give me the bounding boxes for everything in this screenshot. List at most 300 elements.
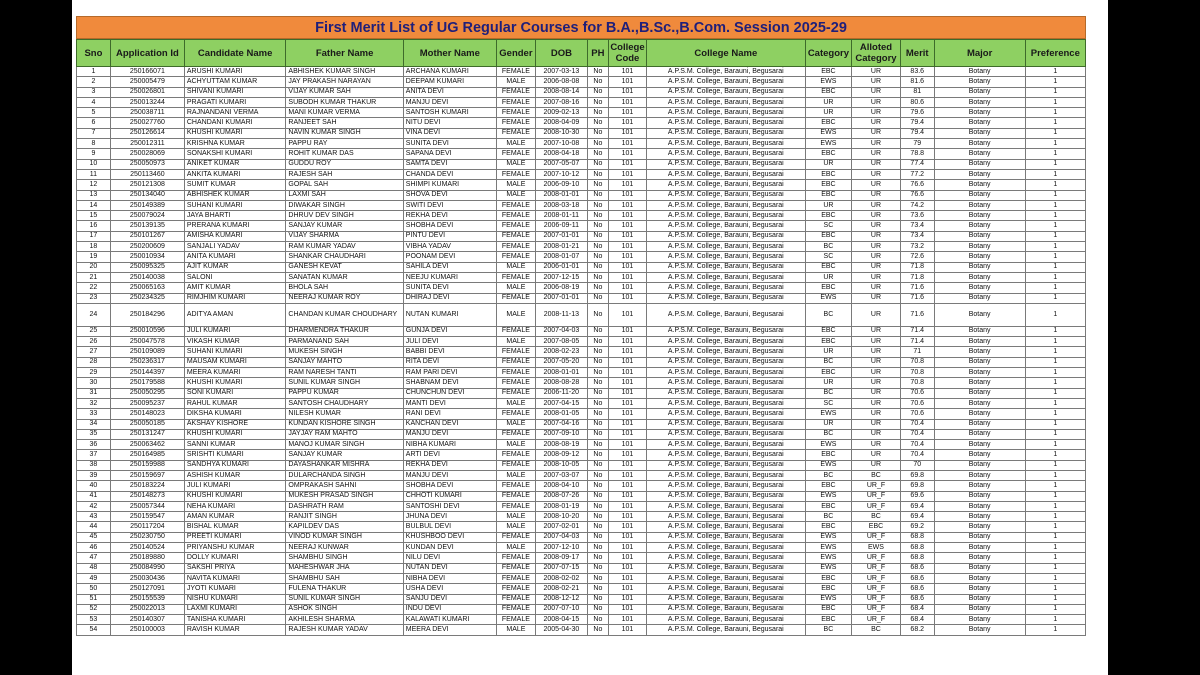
table-cell: 32 xyxy=(77,398,111,408)
table-cell: A.P.S.M. College, Barauni, Begusarai xyxy=(647,584,806,594)
table-cell: SHOVA DEVI xyxy=(403,190,496,200)
header-college-code: College Code xyxy=(608,40,646,67)
table-cell: 1 xyxy=(1025,398,1085,408)
table-cell: FEMALE xyxy=(496,501,535,511)
table-cell: 1 xyxy=(1025,553,1085,563)
table-cell: EBC xyxy=(805,584,852,594)
table-cell: UR_F xyxy=(852,573,901,583)
table-cell: A.P.S.M. College, Barauni, Begusarai xyxy=(647,491,806,501)
table-cell: 250144397 xyxy=(110,368,184,378)
table-cell: 250100003 xyxy=(110,625,184,635)
header-mother-name: Mother Name xyxy=(403,40,496,67)
table-row xyxy=(77,272,1086,282)
table-cell: A.P.S.M. College, Barauni, Begusarai xyxy=(647,67,806,77)
table-cell: 71.8 xyxy=(900,272,934,282)
table-cell: 2008-04-18 xyxy=(535,149,587,159)
table-cell: A.P.S.M. College, Barauni, Begusarai xyxy=(647,368,806,378)
table-cell: NITU DEVI xyxy=(403,118,496,128)
table-cell: UR xyxy=(805,200,852,210)
table-cell: EBC xyxy=(805,604,852,614)
table-cell: UR xyxy=(805,347,852,357)
table-cell: Botany xyxy=(934,169,1025,179)
table-cell: EWS xyxy=(852,543,901,553)
table-cell: UR xyxy=(852,108,901,118)
table-cell: BULBUL DEVI xyxy=(403,522,496,532)
table-cell: BHOLA SAH xyxy=(286,283,403,293)
table-cell: Botany xyxy=(934,573,1025,583)
table-cell: EBC xyxy=(805,180,852,190)
table-cell: No xyxy=(587,440,608,450)
table-cell: BC xyxy=(852,470,901,480)
table-cell: 101 xyxy=(608,573,646,583)
table-cell: Botany xyxy=(934,481,1025,491)
table-cell: Botany xyxy=(934,553,1025,563)
table-cell: No xyxy=(587,584,608,594)
table-cell: NIBHA DEVI xyxy=(403,573,496,583)
table-cell: No xyxy=(587,429,608,439)
table-cell: Botany xyxy=(934,303,1025,326)
table-cell: 73.4 xyxy=(900,221,934,231)
table-cell: 1 xyxy=(1025,573,1085,583)
table-cell: JHUNA DEVI xyxy=(403,512,496,522)
table-cell: A.P.S.M. College, Barauni, Begusarai xyxy=(647,303,806,326)
table-row xyxy=(77,118,1086,128)
table-cell: No xyxy=(587,532,608,542)
table-cell: RIMJHIM KUMARI xyxy=(184,293,286,303)
table-cell: 101 xyxy=(608,481,646,491)
table-cell: UR xyxy=(852,368,901,378)
table-cell: UR xyxy=(852,272,901,282)
table-cell: ANITA KUMARI xyxy=(184,252,286,262)
table-cell: No xyxy=(587,169,608,179)
table-cell: 1 xyxy=(1025,77,1085,87)
table-cell: FEMALE xyxy=(496,615,535,625)
table-cell: 250184296 xyxy=(110,303,184,326)
table-cell: EWS xyxy=(805,440,852,450)
table-cell: 1 xyxy=(1025,594,1085,604)
table-cell: 250063462 xyxy=(110,440,184,450)
table-cell: Botany xyxy=(934,522,1025,532)
table-cell: 101 xyxy=(608,169,646,179)
table-cell: 73.2 xyxy=(900,242,934,252)
table-cell: 250038711 xyxy=(110,108,184,118)
table-row xyxy=(77,532,1086,542)
table-cell: SONI KUMARI xyxy=(184,388,286,398)
table-cell: BC xyxy=(805,512,852,522)
table-cell: 45 xyxy=(77,532,111,542)
table-cell: Botany xyxy=(934,272,1025,282)
table-cell: PRERANA KUMARI xyxy=(184,221,286,231)
table-cell: GUNJA DEVI xyxy=(403,326,496,336)
table-cell: MALE xyxy=(496,337,535,347)
table-cell: 1 xyxy=(1025,293,1085,303)
table-row xyxy=(77,584,1086,594)
table-cell: EBC xyxy=(805,87,852,97)
table-cell: Botany xyxy=(934,594,1025,604)
table-cell: 2007-05-20 xyxy=(535,357,587,367)
table-cell: KALAWATI KUMARI xyxy=(403,615,496,625)
table-cell: 12 xyxy=(77,180,111,190)
table-cell: 2007-05-07 xyxy=(535,159,587,169)
table-cell: USHA DEVI xyxy=(403,584,496,594)
table-cell: 250164985 xyxy=(110,450,184,460)
table-cell: 1 xyxy=(1025,97,1085,107)
table-cell: A.P.S.M. College, Barauni, Begusarai xyxy=(647,87,806,97)
table-cell: 71.6 xyxy=(900,303,934,326)
table-cell: 250159547 xyxy=(110,512,184,522)
table-cell: SHIVANI KUMARI xyxy=(184,87,286,97)
table-cell: EBC xyxy=(805,615,852,625)
table-row xyxy=(77,615,1086,625)
table-cell: UR_F xyxy=(852,604,901,614)
table-cell: 48 xyxy=(77,563,111,573)
table-cell: EWS xyxy=(805,293,852,303)
table-cell: 101 xyxy=(608,337,646,347)
table-cell: 69.4 xyxy=(900,501,934,511)
table-cell: 250148273 xyxy=(110,491,184,501)
table-cell: Botany xyxy=(934,450,1025,460)
table-cell: FEMALE xyxy=(496,231,535,241)
table-cell: UR_F xyxy=(852,615,901,625)
table-cell: Botany xyxy=(934,615,1025,625)
table-cell: 54 xyxy=(77,625,111,635)
table-cell: 250200609 xyxy=(110,242,184,252)
table-cell: EBC xyxy=(805,337,852,347)
table-cell: Botany xyxy=(934,604,1025,614)
table-cell: No xyxy=(587,200,608,210)
table-cell: 250013244 xyxy=(110,97,184,107)
table-cell: FEMALE xyxy=(496,293,535,303)
table-cell: No xyxy=(587,378,608,388)
table-cell: NUTAN DEVI xyxy=(403,563,496,573)
table-row xyxy=(77,491,1086,501)
table-cell: 250084990 xyxy=(110,563,184,573)
table-cell: 1 xyxy=(1025,440,1085,450)
table-cell: ABHISHEK KUMAR SINGH xyxy=(286,67,403,77)
table-cell: VINOD KUMAR SINGH xyxy=(286,532,403,542)
table-cell: UR xyxy=(852,252,901,262)
table-cell: EBC xyxy=(805,67,852,77)
table-cell: GOPAL SAH xyxy=(286,180,403,190)
table-cell: 101 xyxy=(608,211,646,221)
table-cell: EBC xyxy=(805,211,852,221)
table-cell: MALE xyxy=(496,139,535,149)
table-cell: 101 xyxy=(608,200,646,210)
table-row xyxy=(77,470,1086,480)
table-cell: No xyxy=(587,87,608,97)
table-cell: 101 xyxy=(608,450,646,460)
table-cell: 101 xyxy=(608,347,646,357)
table-cell: SANJU DEVI xyxy=(403,594,496,604)
table-cell: EWS xyxy=(805,77,852,87)
table-cell: Botany xyxy=(934,337,1025,347)
table-cell: FEMALE xyxy=(496,149,535,159)
table-cell: A.P.S.M. College, Barauni, Begusarai xyxy=(647,139,806,149)
table-row xyxy=(77,563,1086,573)
merit-table xyxy=(76,39,1086,636)
table-cell: 2008-08-14 xyxy=(535,87,587,97)
table-cell: 101 xyxy=(608,231,646,241)
table-cell: NUTAN KUMARI xyxy=(403,303,496,326)
table-cell: 40 xyxy=(77,481,111,491)
table-row xyxy=(77,594,1086,604)
table-cell: Botany xyxy=(934,108,1025,118)
table-cell: A.P.S.M. College, Barauni, Begusarai xyxy=(647,429,806,439)
table-cell: 73.6 xyxy=(900,211,934,221)
table-cell: 1 xyxy=(1025,231,1085,241)
table-cell: A.P.S.M. College, Barauni, Begusarai xyxy=(647,283,806,293)
table-cell: 50 xyxy=(77,584,111,594)
table-cell: FEMALE xyxy=(496,169,535,179)
table-cell: 2007-10-08 xyxy=(535,139,587,149)
table-cell: No xyxy=(587,221,608,231)
table-cell: No xyxy=(587,231,608,241)
table-cell: UR xyxy=(852,128,901,138)
table-cell: 49 xyxy=(77,573,111,583)
table-cell: UR xyxy=(852,190,901,200)
table-cell: 18 xyxy=(77,242,111,252)
table-cell: SRISHTI KUMARI xyxy=(184,450,286,460)
table-cell: 101 xyxy=(608,221,646,231)
table-cell: 70.4 xyxy=(900,440,934,450)
table-cell: EBC xyxy=(805,190,852,200)
table-cell: SWITI DEVI xyxy=(403,200,496,210)
header-category: Category xyxy=(805,40,852,67)
table-cell: 250028069 xyxy=(110,149,184,159)
table-cell: 2008-11-13 xyxy=(535,303,587,326)
table-cell: SUNIL KUMAR SINGH xyxy=(286,594,403,604)
table-cell: SANJAY MAHTO xyxy=(286,357,403,367)
table-cell: UR_F xyxy=(852,584,901,594)
table-row xyxy=(77,409,1086,419)
table-cell: 71.8 xyxy=(900,262,934,272)
table-cell: BC xyxy=(852,625,901,635)
table-cell: A.P.S.M. College, Barauni, Begusarai xyxy=(647,563,806,573)
table-cell: 101 xyxy=(608,419,646,429)
table-cell: TANISHA KUMARI xyxy=(184,615,286,625)
table-row xyxy=(77,378,1086,388)
table-cell: 2008-10-05 xyxy=(535,460,587,470)
table-cell: DULARCHANDA SINGH xyxy=(286,470,403,480)
table-cell: 2007-07-15 xyxy=(535,563,587,573)
table-cell: 2009-02-13 xyxy=(535,108,587,118)
table-cell: FEMALE xyxy=(496,97,535,107)
table-cell: FEMALE xyxy=(496,368,535,378)
table-cell: MALE xyxy=(496,419,535,429)
table-cell: 2008-01-01 xyxy=(535,368,587,378)
table-cell: 69.8 xyxy=(900,481,934,491)
table-cell: 24 xyxy=(77,303,111,326)
table-cell: SANJAY KUMAR xyxy=(286,221,403,231)
table-cell: SALONI xyxy=(184,272,286,282)
table-cell: 1 xyxy=(77,67,111,77)
table-header-row xyxy=(77,40,1086,67)
table-cell: A.P.S.M. College, Barauni, Begusarai xyxy=(647,378,806,388)
table-cell: ADITYA AMAN xyxy=(184,303,286,326)
table-cell: EBC xyxy=(805,283,852,293)
table-cell: 81 xyxy=(900,87,934,97)
table-row xyxy=(77,262,1086,272)
table-cell: 68.8 xyxy=(900,543,934,553)
table-cell: No xyxy=(587,357,608,367)
table-cell: DASHRATH RAM xyxy=(286,501,403,511)
table-cell: 250236317 xyxy=(110,357,184,367)
table-cell: BC xyxy=(805,470,852,480)
table-cell: VIJAY SHARMA xyxy=(286,231,403,241)
table-cell: 250057344 xyxy=(110,501,184,511)
table-cell: 68.6 xyxy=(900,563,934,573)
table-cell: REKHA DEVI xyxy=(403,211,496,221)
table-cell: ANKITA KUMARI xyxy=(184,169,286,179)
table-cell: A.P.S.M. College, Barauni, Begusarai xyxy=(647,470,806,480)
table-cell: UR xyxy=(852,67,901,77)
table-cell: 1 xyxy=(1025,87,1085,97)
table-cell: MANTI DEVI xyxy=(403,398,496,408)
table-cell: UR_F xyxy=(852,532,901,542)
table-cell: No xyxy=(587,594,608,604)
table-cell: EWS xyxy=(805,543,852,553)
table-cell: No xyxy=(587,543,608,553)
table-cell: FEMALE xyxy=(496,357,535,367)
table-cell: SANTOSH KUMARI xyxy=(403,108,496,118)
table-cell: No xyxy=(587,573,608,583)
table-cell: 1 xyxy=(1025,563,1085,573)
table-cell: 101 xyxy=(608,77,646,87)
table-cell: 101 xyxy=(608,584,646,594)
table-cell: 70.4 xyxy=(900,419,934,429)
table-cell: AMIT KUMAR xyxy=(184,283,286,293)
table-cell: KRISHNA KUMAR xyxy=(184,139,286,149)
table-cell: UR xyxy=(805,159,852,169)
table-cell: 71 xyxy=(900,347,934,357)
table-cell: UR_F xyxy=(852,553,901,563)
table-row xyxy=(77,357,1086,367)
table-cell: 2006-11-20 xyxy=(535,388,587,398)
table-cell: A.P.S.M. College, Barauni, Begusarai xyxy=(647,625,806,635)
table-cell: RAJNANDANI VERMA xyxy=(184,108,286,118)
table-cell: 1 xyxy=(1025,347,1085,357)
table-cell: 2008-09-17 xyxy=(535,553,587,563)
table-cell: 101 xyxy=(608,128,646,138)
table-cell: 1 xyxy=(1025,200,1085,210)
table-cell: 39 xyxy=(77,470,111,480)
table-row xyxy=(77,460,1086,470)
table-cell: SANDHYA KUMARI xyxy=(184,460,286,470)
table-cell: 2008-01-21 xyxy=(535,242,587,252)
table-cell: 2007-08-05 xyxy=(535,337,587,347)
header-merit: Merit xyxy=(900,40,934,67)
table-cell: A.P.S.M. College, Barauni, Begusarai xyxy=(647,221,806,231)
table-cell: KUNDAN KISHORE SINGH xyxy=(286,419,403,429)
table-cell: 101 xyxy=(608,615,646,625)
table-cell: ACHYUTTAM KUMAR xyxy=(184,77,286,87)
table-cell: 250140524 xyxy=(110,543,184,553)
table-cell: MALE xyxy=(496,625,535,635)
table-cell: A.P.S.M. College, Barauni, Begusarai xyxy=(647,409,806,419)
table-cell: 42 xyxy=(77,501,111,511)
table-cell: SHABNAM DEVI xyxy=(403,378,496,388)
table-cell: 101 xyxy=(608,522,646,532)
table-cell: MANOJ KUMAR SINGH xyxy=(286,440,403,450)
table-cell: No xyxy=(587,272,608,282)
table-cell: A.P.S.M. College, Barauni, Begusarai xyxy=(647,169,806,179)
table-cell: 1 xyxy=(1025,272,1085,282)
table-cell: 20 xyxy=(77,262,111,272)
table-cell: VIBHA YADAV xyxy=(403,242,496,252)
table-cell: 70.8 xyxy=(900,357,934,367)
table-cell: 250234325 xyxy=(110,293,184,303)
table-cell: 1 xyxy=(1025,357,1085,367)
table-cell: No xyxy=(587,326,608,336)
table-cell: UR_F xyxy=(852,594,901,604)
table-cell: FEMALE xyxy=(496,326,535,336)
table-cell: Botany xyxy=(934,347,1025,357)
table-cell: Botany xyxy=(934,200,1025,210)
table-cell: FEMALE xyxy=(496,211,535,221)
table-cell: A.P.S.M. College, Barauni, Begusarai xyxy=(647,357,806,367)
table-cell: A.P.S.M. College, Barauni, Begusarai xyxy=(647,460,806,470)
table-cell: MANI KUMAR VERMA xyxy=(286,108,403,118)
table-cell: A.P.S.M. College, Barauni, Begusarai xyxy=(647,231,806,241)
header-college-name: College Name xyxy=(647,40,806,67)
table-cell: 250010934 xyxy=(110,252,184,262)
table-cell: PAPPU RAY xyxy=(286,139,403,149)
table-cell: 33 xyxy=(77,409,111,419)
table-cell: SUHANI KUMARI xyxy=(184,347,286,357)
table-cell: MUKESH SINGH xyxy=(286,347,403,357)
table-cell: 1 xyxy=(1025,283,1085,293)
table-cell: RITA DEVI xyxy=(403,357,496,367)
table-cell: SANTOSHI DEVI xyxy=(403,501,496,511)
header-father-name: Father Name xyxy=(286,40,403,67)
table-cell: EBC xyxy=(805,231,852,241)
table-cell: KUNDAN DEVI xyxy=(403,543,496,553)
table-cell: NAVITA KUMARI xyxy=(184,573,286,583)
table-row xyxy=(77,553,1086,563)
table-cell: Botany xyxy=(934,563,1025,573)
table-cell: 1 xyxy=(1025,303,1085,326)
table-row xyxy=(77,77,1086,87)
table-cell: 41 xyxy=(77,491,111,501)
table-cell: UR xyxy=(852,347,901,357)
table-cell: DHARMENDRA THAKUR xyxy=(286,326,403,336)
table-cell: VINA DEVI xyxy=(403,128,496,138)
table-row xyxy=(77,625,1086,635)
table-cell: LAXMI SAH xyxy=(286,190,403,200)
table-cell: EWS xyxy=(805,491,852,501)
table-cell: 44 xyxy=(77,522,111,532)
table-cell: 2008-01-19 xyxy=(535,501,587,511)
table-cell: MALE xyxy=(496,522,535,532)
table-cell: 250134040 xyxy=(110,190,184,200)
table-cell: 2007-03-07 xyxy=(535,470,587,480)
table-cell: NEERAJ KUMAR ROY xyxy=(286,293,403,303)
table-cell: RANJIT SINGH xyxy=(286,512,403,522)
table-row xyxy=(77,326,1086,336)
table-cell: 250050185 xyxy=(110,419,184,429)
table-cell: UR xyxy=(852,409,901,419)
table-cell: Botany xyxy=(934,532,1025,542)
table-cell: 2006-09-10 xyxy=(535,180,587,190)
table-cell: 1 xyxy=(1025,481,1085,491)
table-cell: 101 xyxy=(608,470,646,480)
table-cell: A.P.S.M. College, Barauni, Begusarai xyxy=(647,180,806,190)
table-cell: No xyxy=(587,77,608,87)
table-cell: ARUSHI KUMARI xyxy=(184,67,286,77)
header-application-id: Application Id xyxy=(110,40,184,67)
table-cell: No xyxy=(587,347,608,357)
table-cell: JULI KUMARI xyxy=(184,326,286,336)
